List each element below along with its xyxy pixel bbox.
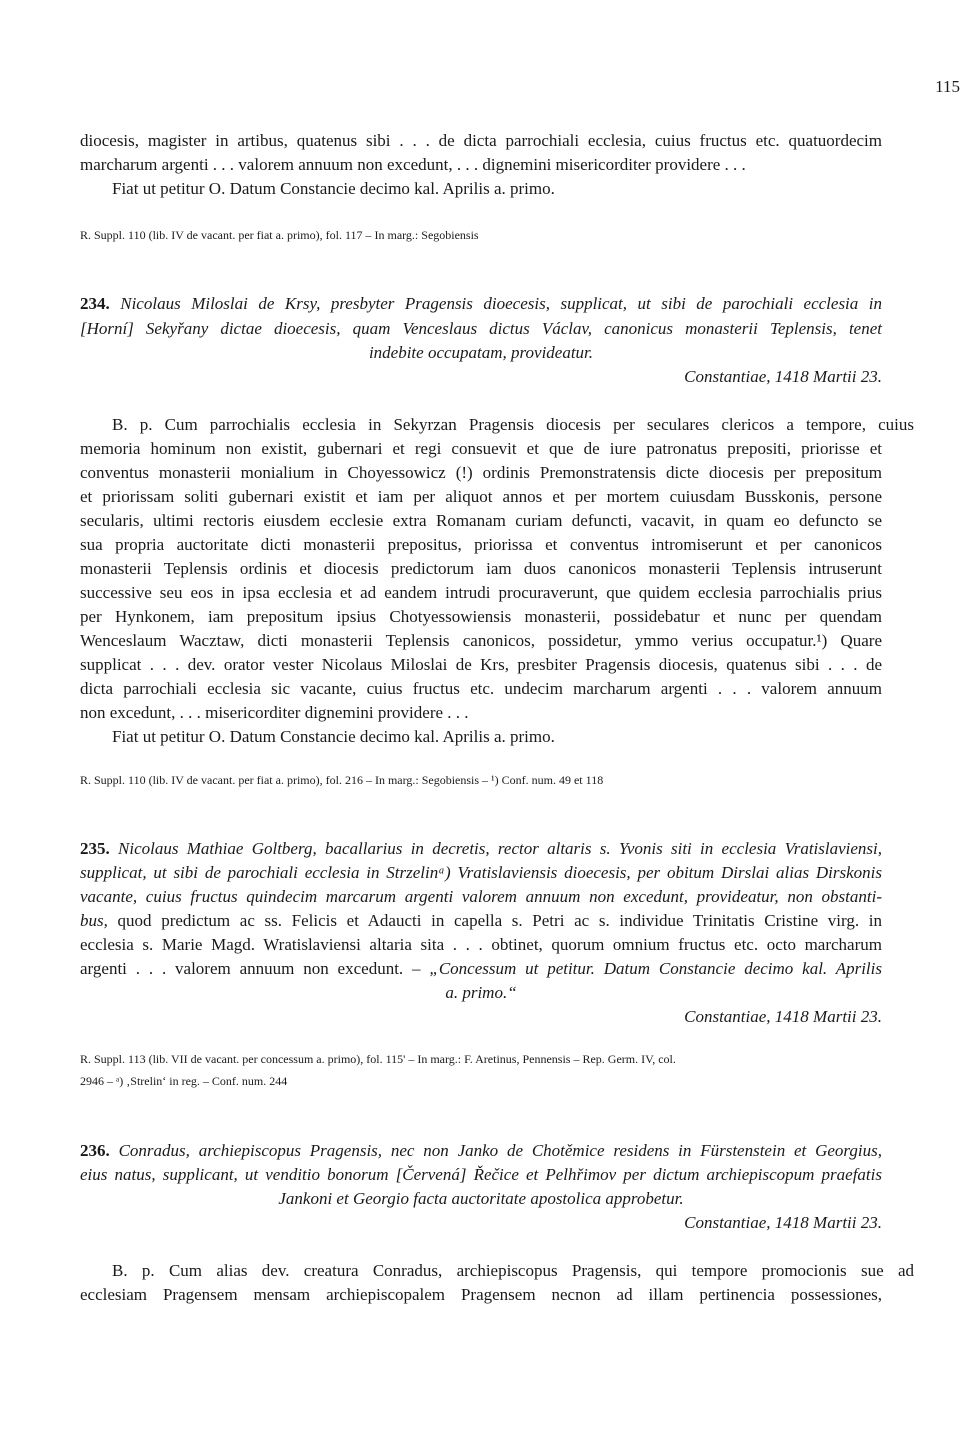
entry-235-line: vacante, cuius fructus quindecim marcarum argenti valorem annuum non excedunt, provideatur, non obstanti- xyxy=(80,887,882,906)
entry-235-line: ecclesia s. Marie Magd. Wratislaviensi altaria sita . . . obtinet, quorum omnium fructus etc. octo marcharum xyxy=(80,935,882,954)
entry-236-line: eius natus, supplicant, ut venditio bonorum [Červená] Řečice et Pelhřimov per dictum archiepiscopum praefatis xyxy=(80,1165,882,1184)
body-line: monasterii Teplensis ordinis et diocesis predictorum iam duos canonicos monasterii Teplensis intruserunt xyxy=(80,559,882,578)
italic-fragment: „Concessum ut petitur. Datum Constancie decimo kal. Aprilis xyxy=(429,959,882,978)
entry-234-note: R. Suppl. 110 (lib. IV de vacant. per fiat a. primo), fol. 216 – In marg.: Segobiensis – ¹) Conf. num. 49 et 118 xyxy=(80,773,604,787)
entry-heading-text: Nicolaus Mathiae Goltberg, bacallarius in decretis, rector altaris s. Yvonis siti in ecclesia Vratislaviensi, xyxy=(118,839,883,858)
entry-number: 236. xyxy=(80,1141,110,1160)
entry-236-heading xyxy=(80,1139,882,1162)
intro-fiat: Fiat ut petitur O. Datum Constancie decimo kal. Aprilis a. primo. xyxy=(112,179,555,198)
body-line: secularis, ultimi rectoris eiusdem ecclesie extra Romanam curiam defuncti, vacavit, in quam eo defuncto se xyxy=(80,511,882,530)
entry-234-heading-3: indebite occupatam, provideatur. xyxy=(368,343,594,362)
entry-number: 235. xyxy=(80,839,110,858)
entry-234-fiat: Fiat ut petitur O. Datum Constancie decimo kal. Aprilis a. primo. xyxy=(112,727,555,746)
body-line: conventus monasterii monialium in Choyessowicz (!) ordinis Premonstratensis dicte diocesis per prepositum xyxy=(80,463,882,482)
intro-note: R. Suppl. 110 (lib. IV de vacant. per fiat a. primo), fol. 117 – In marg.: Segobiensis xyxy=(80,228,479,242)
body-line: ecclesiam Pragensem mensam archiepiscopalem Pragensem necnon ad illam pertinencia possessiones, xyxy=(80,1285,882,1304)
body-line: B. p. Cum alias dev. creatura Conradus, archiepiscopus Pragensis, qui tempore promocionis sue ad xyxy=(112,1261,914,1280)
entry-235-line xyxy=(80,957,882,980)
entry-235-heading xyxy=(80,837,882,860)
body-line: supplicat . . . dev. orator vester Nicolaus Miloslai de Krs, presbiter Pragensis diocesis, quatenus sibi . . . de xyxy=(80,655,882,674)
entry-235-note: R. Suppl. 113 (lib. VII de vacant. per concessum a. primo), fol. 115' – In marg.: F. Aretinus, Pennensis – Rep. Germ. IV, col. xyxy=(80,1052,676,1066)
intro-line: diocesis, magister in artibus, quatenus sibi . . . de dicta parrochiali ecclesia, cuius fructus etc. quatuordecim xyxy=(80,131,882,150)
body-line: sua propria auctoritate dicti monasterii prepositus, priorissa et conventus intromiserunt et per canonicos xyxy=(80,535,882,554)
italic-fragment: bus, xyxy=(80,911,108,930)
entry-234-place-date: Constantiae, 1418 Martii 23. xyxy=(684,367,882,386)
body-line: successive seu eos in ipsa ecclesia et ad eandem intrudi procuraverunt, que quidem ecclesia parrochialis prius xyxy=(80,583,882,602)
body-line: dicta parrochiali ecclesia sic vacante, cuius fructus etc. undecim marcharum argenti . . . valorem annuum xyxy=(80,679,882,698)
entry-235-line: a. primo.“ xyxy=(445,983,517,1002)
entry-234-heading-2: [Horní] Sekyřany dictae dioecesis, quam Venceslaus dictus Václav, canonicus monasterii Teplensis, tenet xyxy=(80,319,882,338)
entry-235-place-date: Constantiae, 1418 Martii 23. xyxy=(684,1007,882,1026)
body-line: et priorissam soliti gubernari existit et iam per aliquot annos et per mortem cuiusdam Busskonis, persone xyxy=(80,487,882,506)
page-number: 115 xyxy=(935,77,960,96)
entry-number: 234. xyxy=(80,294,110,313)
entry-235-line: supplicat, ut sibi de parochiali ecclesia in Strzelinᵃ) Vratislaviensis dioecesis, per obitum Dirslai alias Dirskonis xyxy=(80,863,882,882)
text-fragment: quod predictum ac ss. Felicis et Adaucti in capella s. Petri ac s. individue Trinitatis Cristine virg. in xyxy=(107,911,882,930)
entry-236-line: Jankoni et Georgio facta auctoritate apostolica approbetur. xyxy=(278,1189,684,1208)
body-line: Wenceslaum Wacztaw, dicti monasterii Teplensis canonicos, possidetur, ymmo verius occupatur.¹) Quare xyxy=(80,631,882,650)
entry-236-place-date: Constantiae, 1418 Martii 23. xyxy=(684,1213,882,1232)
entry-heading-text: Nicolaus Miloslai de Krsy, presbyter Pragensis dioecesis, supplicat, ut sibi de parochiali ecclesia in xyxy=(120,294,882,313)
text-fragment: argenti . . . valorem annuum non excedunt. – xyxy=(80,959,430,978)
intro-line: marcharum argenti . . . valorem annuum non excedunt, . . . dignemini misericorditer providere . . . xyxy=(80,155,746,174)
entry-234-heading xyxy=(80,292,882,315)
body-line: B. p. Cum parrochialis ecclesia in Sekyrzan Pragensis diocesis per seculares clericos a tempore, cuius xyxy=(112,415,914,434)
entry-235-line xyxy=(80,909,882,932)
entry-heading-text: Conradus, archiepiscopus Pragensis, nec non Janko de Chotěmice residens in Fürstenstein et Georgius, xyxy=(118,1141,882,1160)
body-line: memoria hominum non existit, gubernari et regi consuevit et que de iure patronatus prepositi, priorisse et xyxy=(80,439,882,458)
body-line: per Hynkonem, iam prepositum ipsius Chotyessowiensis monasterii, possidebatur et nunc per quendam xyxy=(80,607,882,626)
body-line: non excedunt, . . . misericorditer dignemini providere . . . xyxy=(80,703,469,722)
entry-235-note: 2946 – ᵃ) ‚Strelin‘ in reg. – Conf. num. 244 xyxy=(80,1074,288,1088)
